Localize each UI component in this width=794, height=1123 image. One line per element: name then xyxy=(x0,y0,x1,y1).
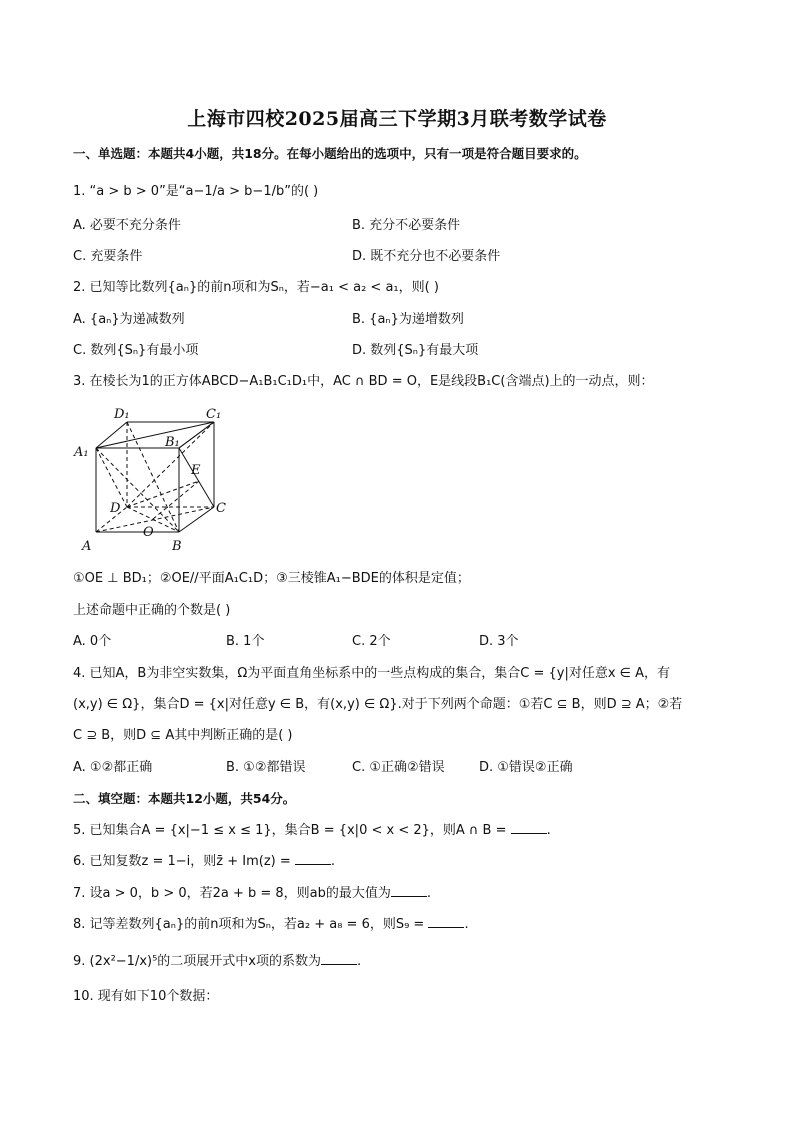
edge-b-c xyxy=(179,507,214,532)
answer-blank xyxy=(295,852,331,865)
label-e: E xyxy=(191,463,201,478)
question-1-option-c: C. 充要条件 xyxy=(73,249,143,264)
end-mark: . xyxy=(357,954,362,969)
section-heading-fill-blank: 二、填空题：本题共12小题，共54分。 xyxy=(73,791,296,806)
question-1-option-d: D. 既不充分也不必要条件 xyxy=(352,249,501,264)
question-7 xyxy=(73,884,431,903)
question-1-option-a: A. 必要不充分条件 xyxy=(73,218,181,233)
question-9 xyxy=(73,952,361,971)
answer-blank xyxy=(321,952,357,965)
answer-blank xyxy=(511,821,547,834)
end-mark: . xyxy=(464,917,469,932)
question-4-option-b: B. ①②都错误 xyxy=(226,760,306,775)
question-2-option-b: B. {aₙ}为递增数列 xyxy=(352,312,464,327)
end-mark: . xyxy=(330,854,336,869)
question-2-stem: 2. 已知等比数列{aₙ}的前n项和为Sₙ，若−a₁ < a₂ < a₁，则( ) xyxy=(73,280,439,295)
question-5-text: 5. 已知集合A = {x|−1 ≤ x ≤ 1}，集合B = {x|0 < x < 2}，则A ∩ B = xyxy=(73,823,507,838)
question-5 xyxy=(73,821,551,840)
label-a: A xyxy=(82,539,92,554)
question-3-option-d: D. 3个 xyxy=(479,634,519,649)
end-mark: . xyxy=(546,823,551,838)
segment-a1-b-hidden xyxy=(96,448,179,532)
segment-d-e-hidden xyxy=(127,481,199,507)
question-4-option-a: A. ①②都正确 xyxy=(73,760,153,775)
question-3-option-b: B. 1个 xyxy=(226,634,265,649)
question-9-text: 9. (2x²−1/x)⁵的二项展开式中x项的系数为 xyxy=(73,954,321,969)
label-b: B xyxy=(172,539,182,554)
label-a1: A₁ xyxy=(74,445,89,460)
question-3-option-c: C. 2个 xyxy=(352,634,391,649)
section-heading-single-choice: 一、单选题：本题共4小题，共18分。在每小题给出的选项中，只有一项是符合题目要求的。 xyxy=(73,146,587,161)
question-4-option-d: D. ①错误②正确 xyxy=(479,760,573,775)
question-6-text: 6. 已知复数z = 1−i，则z̄ + Im(z) = xyxy=(73,854,291,869)
label-o: O xyxy=(143,525,154,540)
question-1-stem: 1. “a > b > 0”是“a−1/a > b−1/b”的( ) xyxy=(73,184,319,199)
label-c: C xyxy=(216,501,226,516)
label-c1: C₁ xyxy=(206,407,222,422)
question-8-text: 8. 记等差数列{aₙ}的前n项和为Sₙ，若a₂ + a₈ = 6，则S₉ = xyxy=(73,917,425,932)
question-7-text: 7. 设a > 0，b > 0，若2a + b = 8，则ab的最大值为 xyxy=(73,886,391,901)
question-3-stem: 3. 在棱长为1的正方体ABCD−A₁B₁C₁D₁中，AC ∩ BD = O，E是线段B₁C(含端点)上的一动点，则： xyxy=(73,374,654,389)
question-1-option-b: B. 充分不必要条件 xyxy=(352,218,461,233)
question-3-statements: ①OE ⊥ BD₁；②OE//平面A₁C₁D；③三棱锥A₁−BDE的体积是定值； xyxy=(73,571,470,586)
question-2-option-a: A. {aₙ}为递减数列 xyxy=(73,312,185,327)
question-2-option-c: C. 数列{Sₙ}有最小项 xyxy=(73,343,199,358)
question-8 xyxy=(73,915,469,934)
label-d1: D₁ xyxy=(114,407,130,422)
question-4-option-c: C. ①正确②错误 xyxy=(352,760,445,775)
question-4-line-2: (x,y) ∈ Ω}，集合D = {x|对任意y ∈ B，有(x,y) ∈ Ω}.对于下列两个命题：①若C ⊆ B，则D ⊇ A；②若 xyxy=(73,697,683,712)
answer-blank xyxy=(391,884,427,897)
cube-figure xyxy=(72,404,242,556)
question-4-line-3: C ⊇ B，则D ⊆ A其中判断正确的是( ) xyxy=(73,728,293,743)
question-4-line-1: 4. 已知A，B为非空实数集，Ω为平面直角坐标系中的一些点构成的集合，集合C = {y|对任意x ∈ A，有 xyxy=(73,666,671,681)
segment-a1-d-hidden xyxy=(96,448,127,507)
question-3-question: 上述命题中正确的个数是( ) xyxy=(73,603,231,618)
segment-o-e-hidden xyxy=(153,481,199,519)
label-b1: B₁ xyxy=(165,435,180,450)
page-title: 上海市四校2025届高三下学期3月联考数学试卷 xyxy=(187,108,607,130)
answer-blank xyxy=(428,915,464,928)
question-3-option-a: A. 0个 xyxy=(73,634,112,649)
label-d: D xyxy=(110,501,121,516)
end-mark: . xyxy=(426,886,432,901)
question-6 xyxy=(73,852,335,871)
question-10-stem: 10. 现有如下10个数据： xyxy=(73,989,219,1004)
question-2-option-d: D. 数列{Sₙ}有最大项 xyxy=(352,343,479,358)
